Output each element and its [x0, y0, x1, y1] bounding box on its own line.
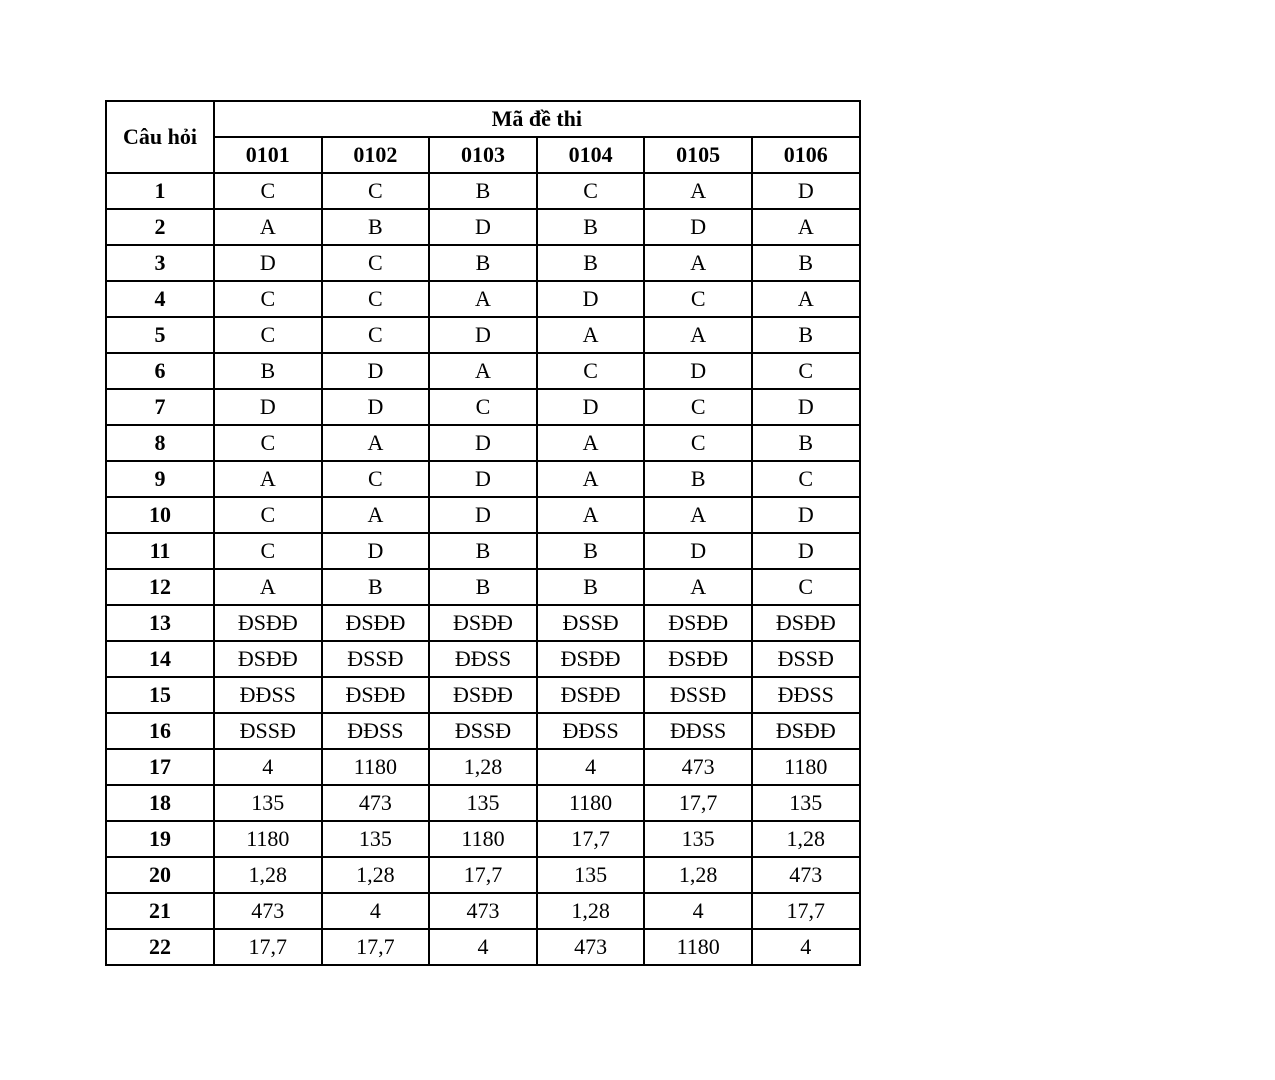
question-column-header: Câu hỏi	[106, 101, 214, 173]
answer-cell: A	[644, 173, 752, 209]
answer-cell: 473	[644, 749, 752, 785]
answer-cell: A	[322, 425, 430, 461]
answer-cell: A	[214, 461, 322, 497]
question-number: 13	[106, 605, 214, 641]
exam-code-header: 0105	[644, 137, 752, 173]
table-row	[106, 605, 860, 641]
answer-cell: 4	[752, 929, 860, 965]
answer-cell: A	[644, 317, 752, 353]
answer-cell: 17,7	[644, 785, 752, 821]
answer-cell: D	[537, 281, 645, 317]
answer-cell: ĐSSĐ	[214, 713, 322, 749]
answer-cell: B	[537, 569, 645, 605]
answer-cell: 1180	[429, 821, 537, 857]
answer-cell: B	[752, 317, 860, 353]
answer-cell: A	[644, 497, 752, 533]
answer-cell: D	[429, 317, 537, 353]
exam-code-header: 0103	[429, 137, 537, 173]
question-number: 4	[106, 281, 214, 317]
answer-cell: C	[429, 389, 537, 425]
question-number: 21	[106, 893, 214, 929]
answer-cell: ĐSĐĐ	[644, 641, 752, 677]
answer-cell: ĐĐSS	[644, 713, 752, 749]
table-row	[106, 893, 860, 929]
answer-cell: C	[214, 425, 322, 461]
table-row	[106, 353, 860, 389]
answer-cell: D	[322, 533, 430, 569]
table-row	[106, 569, 860, 605]
answer-cell: A	[644, 245, 752, 281]
answer-cell: ĐSĐĐ	[214, 605, 322, 641]
question-number: 9	[106, 461, 214, 497]
answer-cell: C	[644, 425, 752, 461]
exam-code-header: 0101	[214, 137, 322, 173]
answer-cell: A	[429, 281, 537, 317]
answer-cell: C	[214, 533, 322, 569]
table-row	[106, 533, 860, 569]
answer-cell: D	[429, 461, 537, 497]
answer-cell: 1,28	[429, 749, 537, 785]
answer-cell: 473	[429, 893, 537, 929]
question-number: 3	[106, 245, 214, 281]
table-row	[106, 641, 860, 677]
answer-cell: C	[322, 461, 430, 497]
answer-cell: ĐĐSS	[537, 713, 645, 749]
answer-cell: A	[429, 353, 537, 389]
answer-cell: A	[537, 497, 645, 533]
answer-cell: ĐSSĐ	[537, 605, 645, 641]
table-row	[106, 281, 860, 317]
question-number: 2	[106, 209, 214, 245]
answer-key-table	[105, 100, 861, 966]
answer-cell: C	[537, 173, 645, 209]
answer-cell: 135	[537, 857, 645, 893]
answer-cell: 17,7	[214, 929, 322, 965]
table-row	[106, 713, 860, 749]
answer-cell: 4	[537, 749, 645, 785]
answer-cell: D	[644, 353, 752, 389]
answer-cell: A	[537, 317, 645, 353]
table-row	[106, 749, 860, 785]
answer-cell: 135	[752, 785, 860, 821]
answer-cell: A	[644, 569, 752, 605]
answer-cell: D	[214, 245, 322, 281]
table-row	[106, 209, 860, 245]
question-number: 14	[106, 641, 214, 677]
answer-cell: 473	[322, 785, 430, 821]
answer-cell: C	[752, 569, 860, 605]
question-number: 12	[106, 569, 214, 605]
question-number: 15	[106, 677, 214, 713]
answer-cell: 17,7	[322, 929, 430, 965]
answer-cell: C	[214, 317, 322, 353]
answer-cell: A	[322, 497, 430, 533]
answer-cell: 1,28	[752, 821, 860, 857]
answer-cell: B	[429, 245, 537, 281]
answer-cell: A	[537, 425, 645, 461]
question-number: 22	[106, 929, 214, 965]
answer-cell: B	[537, 245, 645, 281]
question-number: 1	[106, 173, 214, 209]
answer-cell: D	[322, 389, 430, 425]
answer-cell: C	[214, 281, 322, 317]
answer-cell: B	[214, 353, 322, 389]
answer-cell: 1180	[644, 929, 752, 965]
answer-cell: 473	[214, 893, 322, 929]
answer-cell: ĐĐSS	[214, 677, 322, 713]
answer-cell: D	[214, 389, 322, 425]
answer-cell: B	[322, 569, 430, 605]
answer-cell: ĐSSĐ	[322, 641, 430, 677]
table-row	[106, 929, 860, 965]
question-number: 19	[106, 821, 214, 857]
table-row	[106, 425, 860, 461]
answer-cell: ĐSĐĐ	[752, 605, 860, 641]
answer-cell: 17,7	[429, 857, 537, 893]
table-row	[106, 857, 860, 893]
answer-cell: 4	[429, 929, 537, 965]
answer-cell: ĐSSĐ	[752, 641, 860, 677]
answer-cell: 1,28	[537, 893, 645, 929]
answer-cell: B	[429, 533, 537, 569]
answer-cell: C	[214, 497, 322, 533]
question-number: 16	[106, 713, 214, 749]
answer-cell: C	[214, 173, 322, 209]
answer-cell: D	[752, 497, 860, 533]
answer-cell: ĐĐSS	[429, 641, 537, 677]
answer-cell: 135	[644, 821, 752, 857]
answer-cell: 1180	[214, 821, 322, 857]
table-row	[106, 497, 860, 533]
answer-cell: D	[429, 425, 537, 461]
answer-cell: ĐSĐĐ	[429, 677, 537, 713]
answer-cell: 1,28	[644, 857, 752, 893]
header-row-top	[106, 101, 860, 137]
answer-cell: 1,28	[214, 857, 322, 893]
question-number: 5	[106, 317, 214, 353]
table-body	[106, 173, 860, 965]
answer-cell: A	[752, 209, 860, 245]
answer-cell: 135	[429, 785, 537, 821]
answer-cell: ĐSĐĐ	[214, 641, 322, 677]
question-number: 7	[106, 389, 214, 425]
table-row	[106, 317, 860, 353]
answer-cell: C	[322, 317, 430, 353]
answer-cell: 17,7	[752, 893, 860, 929]
answer-cell: D	[752, 533, 860, 569]
question-number: 18	[106, 785, 214, 821]
question-number: 6	[106, 353, 214, 389]
answer-cell: D	[537, 389, 645, 425]
answer-cell: B	[537, 209, 645, 245]
answer-cell: D	[429, 209, 537, 245]
answer-cell: D	[429, 497, 537, 533]
question-number: 8	[106, 425, 214, 461]
answer-cell: 4	[322, 893, 430, 929]
answer-cell: C	[537, 353, 645, 389]
answer-cell: B	[322, 209, 430, 245]
answer-cell: B	[429, 569, 537, 605]
answer-cell: A	[537, 461, 645, 497]
answer-cell: C	[644, 281, 752, 317]
answer-cell: C	[752, 353, 860, 389]
answer-cell: ĐSĐĐ	[322, 605, 430, 641]
answer-cell: 1,28	[322, 857, 430, 893]
answer-cell: A	[214, 209, 322, 245]
answer-cell: ĐSSĐ	[429, 713, 537, 749]
answer-cell: D	[322, 353, 430, 389]
answer-cell: C	[752, 461, 860, 497]
answer-cell: 4	[644, 893, 752, 929]
header-row-codes	[106, 137, 860, 173]
exam-code-header: 0104	[537, 137, 645, 173]
table-header	[106, 101, 860, 173]
answer-cell: 17,7	[537, 821, 645, 857]
answer-cell: C	[644, 389, 752, 425]
answer-cell: ĐĐSS	[752, 677, 860, 713]
table-row	[106, 785, 860, 821]
answer-cell: 473	[537, 929, 645, 965]
question-number: 10	[106, 497, 214, 533]
answer-cell: B	[429, 173, 537, 209]
answer-cell: D	[644, 533, 752, 569]
answer-cell: D	[752, 173, 860, 209]
answer-cell: B	[752, 245, 860, 281]
answer-cell: A	[214, 569, 322, 605]
answer-cell: C	[322, 281, 430, 317]
exam-code-header: 0102	[322, 137, 430, 173]
answer-cell: C	[322, 173, 430, 209]
answer-cell: 1180	[322, 749, 430, 785]
answer-cell: A	[752, 281, 860, 317]
exam-code-group-header: Mã đề thi	[214, 101, 860, 137]
answer-cell: ĐSĐĐ	[752, 713, 860, 749]
answer-cell: ĐSĐĐ	[429, 605, 537, 641]
answer-cell: ĐSĐĐ	[644, 605, 752, 641]
exam-code-header: 0106	[752, 137, 860, 173]
answer-cell: 1180	[537, 785, 645, 821]
answer-cell: B	[644, 461, 752, 497]
answer-cell: B	[752, 425, 860, 461]
answer-cell: 1180	[752, 749, 860, 785]
answer-cell: ĐSĐĐ	[537, 641, 645, 677]
answer-cell: ĐĐSS	[322, 713, 430, 749]
table-row	[106, 461, 860, 497]
answer-cell: 135	[214, 785, 322, 821]
answer-cell: ĐSĐĐ	[322, 677, 430, 713]
table-row	[106, 173, 860, 209]
table-row	[106, 245, 860, 281]
question-number: 20	[106, 857, 214, 893]
answer-cell: ĐSĐĐ	[537, 677, 645, 713]
answer-cell: D	[752, 389, 860, 425]
table-row	[106, 677, 860, 713]
table-row	[106, 821, 860, 857]
question-number: 17	[106, 749, 214, 785]
answer-cell: C	[322, 245, 430, 281]
answer-cell: 135	[322, 821, 430, 857]
answer-cell: ĐSSĐ	[644, 677, 752, 713]
answer-cell: B	[537, 533, 645, 569]
answer-cell: D	[644, 209, 752, 245]
answer-cell: 473	[752, 857, 860, 893]
table-row	[106, 389, 860, 425]
question-number: 11	[106, 533, 214, 569]
answer-cell: 4	[214, 749, 322, 785]
